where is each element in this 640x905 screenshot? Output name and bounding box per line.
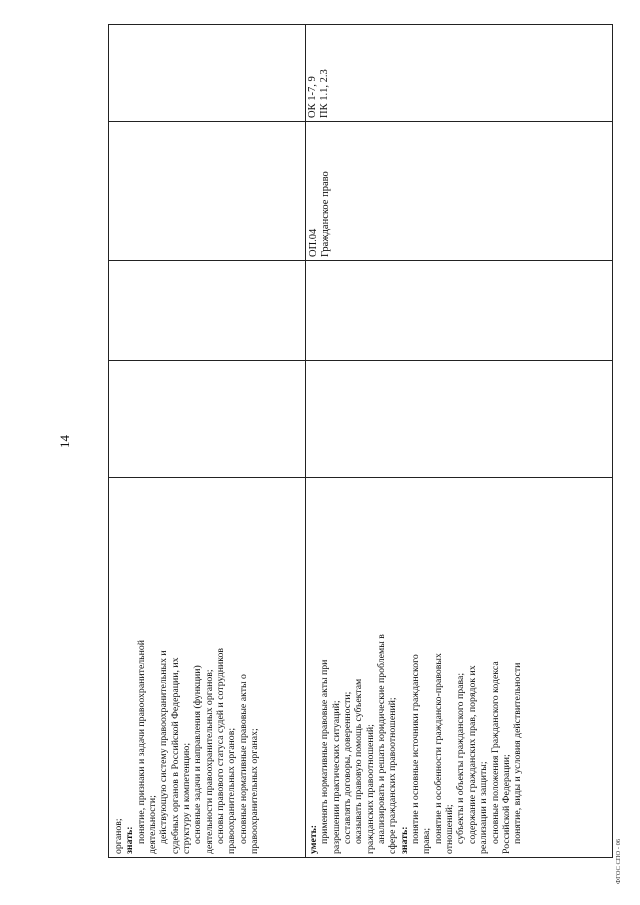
cell-line: реализации и защиты; <box>478 761 490 854</box>
cell-line: понятие и основные источники гражданского <box>410 654 422 844</box>
cell-line: гражданских правоотношений; <box>364 724 376 854</box>
cell-line: понятие, признаки и задачи правоохранительной <box>135 639 147 844</box>
cell-line: сфере гражданских правоотношений; <box>387 697 399 854</box>
cell-line: органов; <box>113 818 124 854</box>
competency-general: ОК 1-7, 9 <box>307 76 318 118</box>
cell-line: разрешении практических ситуаций; <box>330 700 342 854</box>
cell-line: основные нормативные правовые акты о <box>237 674 249 844</box>
footer-text: ФГОС СПО - 06 <box>615 838 622 884</box>
cell-line: основы правового статуса судей и сотрудников <box>215 647 227 844</box>
cell-line: составлять договоры, доверенности; <box>342 691 354 844</box>
table-cell-competencies <box>307 26 347 118</box>
cell-line: деятельности правоохранительных органов; <box>203 669 215 854</box>
cell-line: правоохранительных органов; <box>226 727 238 854</box>
cell-line: правоохранительных органах; <box>249 728 261 854</box>
cell-line: содержание гражданских прав, порядок их <box>466 665 478 844</box>
competency-professional: ПК 1.1, 2.3 <box>318 69 330 118</box>
page-number <box>58 435 71 448</box>
cell-heading-know: знать: <box>398 826 410 854</box>
table-cell-row1-knowledge <box>113 478 303 856</box>
page-number-text: 14 <box>57 435 72 448</box>
cell-line: субъекты и объекты гражданского права; <box>455 672 467 844</box>
cell-line: понятие и особенности гражданско-правовых <box>432 653 444 844</box>
row-divider <box>305 24 306 858</box>
column-divider-2 <box>108 260 613 261</box>
table-cell-discipline <box>308 123 368 257</box>
cell-line: Российской Федерации; <box>500 754 512 854</box>
cell-line: структуру и компетенцию; <box>181 742 193 854</box>
discipline-name: Гражданское право <box>320 171 331 257</box>
cell-heading-know: знать: <box>124 826 136 854</box>
cell-line: деятельности; <box>147 795 159 854</box>
cell-line: основные задачи и направления (функции) <box>192 665 204 844</box>
cell-line: основные положения Гражданского кодекса <box>489 661 501 844</box>
cell-line: анализировать и решать юридические проблемы в <box>376 634 388 844</box>
cell-heading-able: уметь: <box>308 824 319 854</box>
discipline-code: ОП.04 <box>308 228 319 257</box>
cell-line: права; <box>421 827 433 854</box>
cell-line: применять нормативные правовые акты при <box>319 659 331 844</box>
cell-line: оказывать правовую помощь субъектам <box>353 678 365 844</box>
cell-line: отношений; <box>444 804 456 854</box>
column-divider-1 <box>108 121 613 122</box>
column-divider-3 <box>108 360 613 361</box>
cell-line: действующую систему правоохранительных и <box>158 650 170 844</box>
table-cell-row2-skills <box>308 478 608 856</box>
cell-line: судебных органов в Российской Федерации, их <box>169 657 181 854</box>
page-footer <box>615 839 623 884</box>
cell-line: понятие, виды и условия действительности <box>512 662 524 844</box>
